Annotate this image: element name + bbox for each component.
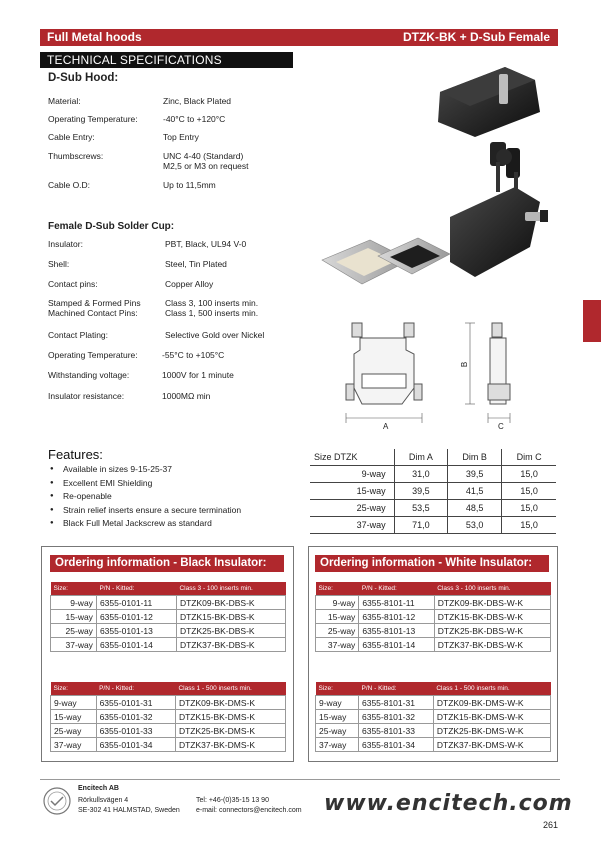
feature-item: ● Black Full Metal Jackscrew as standard bbox=[50, 518, 241, 532]
table-row bbox=[316, 610, 551, 624]
table-row bbox=[51, 710, 286, 724]
table-row bbox=[51, 696, 286, 710]
hood-temp-label: Operating Temperature: bbox=[48, 114, 138, 124]
cell-pn: 6355-0101-31 bbox=[96, 696, 175, 710]
table-row bbox=[310, 517, 556, 534]
cup-voltage-value: 1000V for 1 minute bbox=[162, 370, 234, 380]
col-class: Class 1 - 500 inserts min. bbox=[175, 682, 285, 696]
cell-pn: 6355-8101-31 bbox=[358, 696, 433, 710]
ordering-black-class3-table bbox=[50, 582, 286, 652]
table-row bbox=[51, 610, 286, 624]
dims-header-a: Dim A bbox=[394, 449, 447, 466]
cup-insulator-value: PBT, Black, UL94 V-0 bbox=[165, 239, 247, 249]
cell-part: DTZK15-BK-DMS-K bbox=[175, 710, 285, 724]
ordering-black-box bbox=[41, 546, 294, 762]
col-pn: P/N - Kitted: bbox=[96, 682, 175, 696]
cup-plating-value: Selective Gold over Nickel bbox=[165, 330, 265, 340]
dims-cell-a: 71,0 bbox=[394, 517, 447, 534]
cell-part: DTZK09-BK-DMS-W-K bbox=[433, 696, 550, 710]
cell-size: 9-way bbox=[316, 696, 359, 710]
ordering-white-class1-table bbox=[315, 682, 551, 752]
dims-cell-size: 25-way bbox=[356, 503, 386, 513]
cell-pn: 6355-0101-34 bbox=[96, 738, 175, 752]
cup-contact-pins-value: Copper Alloy bbox=[165, 279, 214, 289]
table-header-row bbox=[316, 682, 551, 696]
dims-cell-c: 15,0 bbox=[502, 517, 556, 534]
dims-cell-a: 39,5 bbox=[394, 483, 447, 500]
dims-cell-b: 39,5 bbox=[448, 466, 502, 483]
dim-b-label: B bbox=[460, 361, 470, 368]
cup-shell-value: Steel, Tin Plated bbox=[165, 259, 227, 269]
cup-contact-pins-label: Contact pins: bbox=[48, 279, 98, 289]
col-pn: P/N - Kitted: bbox=[358, 682, 433, 696]
cell-part: DTZK25-BK-DMS-K bbox=[175, 724, 285, 738]
table-row bbox=[51, 724, 286, 738]
table-row bbox=[316, 624, 551, 638]
dimension-drawing bbox=[340, 318, 540, 436]
features-title: Features: bbox=[48, 447, 103, 462]
cell-pn: 6355-0101-33 bbox=[96, 724, 175, 738]
cell-part: DTZK15-BK-DBS-W-K bbox=[434, 610, 550, 624]
cell-size: 9-way bbox=[316, 596, 359, 610]
hood-cable-entry-label: Cable Entry: bbox=[48, 132, 95, 142]
cell-pn: 6355-8101-32 bbox=[358, 710, 433, 724]
cell-part: DTZK15-BK-DBS-K bbox=[176, 610, 285, 624]
cup-voltage-label: Withstanding voltage: bbox=[48, 370, 130, 380]
cell-size: 9-way bbox=[51, 696, 97, 710]
col-size: Size: bbox=[51, 582, 97, 596]
hood-top-shape bbox=[438, 67, 540, 137]
dims-cell-b: 41,5 bbox=[448, 483, 502, 500]
table-row bbox=[51, 738, 286, 752]
feature-item: ● Excellent EMI Shielding bbox=[50, 478, 241, 492]
hood-thumbscrews-label: Thumbscrews: bbox=[48, 151, 104, 161]
dims-cell-size: 15-way bbox=[356, 486, 386, 496]
dims-header-c: Dim C bbox=[502, 449, 556, 466]
spec-title: TECHNICAL SPECIFICATIONS bbox=[47, 53, 222, 67]
hood-bottom-shape bbox=[450, 187, 548, 277]
cell-part: DTZK25-BK-DBS-K bbox=[176, 624, 285, 638]
cell-part: DTZK09-BK-DBS-K bbox=[176, 596, 285, 610]
dims-header-size: Size DTZK bbox=[314, 452, 358, 462]
dims-cell-a: 31,0 bbox=[394, 466, 447, 483]
hood-cable-entry-value: Top Entry bbox=[163, 132, 199, 142]
features-list bbox=[50, 464, 241, 532]
page-header-bar bbox=[40, 29, 558, 46]
dim-c-label: C bbox=[498, 422, 504, 431]
dims-cell-a: 53,5 bbox=[394, 500, 447, 517]
col-pn: P/N - Kitted: bbox=[96, 582, 176, 596]
cell-pn: 6355-0101-11 bbox=[96, 596, 176, 610]
product-photo bbox=[300, 62, 580, 322]
col-size: Size: bbox=[51, 682, 97, 696]
cell-part: DTZK25-BK-DBS-W-K bbox=[434, 624, 550, 638]
table-header-row bbox=[51, 582, 286, 596]
hood-thumbscrews-value: UNC 4-40 (Standard) bbox=[163, 151, 244, 161]
cell-pn: 6355-8101-33 bbox=[358, 724, 433, 738]
cup-plating-label: Contact Plating: bbox=[48, 330, 109, 340]
cell-size: 9-way bbox=[51, 596, 97, 610]
cell-part: DTZK25-BK-DMS-W-K bbox=[433, 724, 550, 738]
cell-size: 37-way bbox=[316, 638, 359, 652]
cup-insulator-label: Insulator: bbox=[48, 239, 83, 249]
col-size: Size: bbox=[316, 582, 359, 596]
table-row bbox=[316, 696, 551, 710]
cell-size: 25-way bbox=[51, 724, 97, 738]
cell-size: 37-way bbox=[316, 738, 359, 752]
footer-city: SE-302 41 HALMSTAD, Sweden bbox=[78, 807, 180, 814]
col-class: Class 3 - 100 inserts min. bbox=[176, 582, 285, 596]
hood-cable-od-label: Cable O.D: bbox=[48, 180, 91, 190]
cell-pn: 6355-0101-32 bbox=[96, 710, 175, 724]
dsub-connectors-shape bbox=[322, 238, 450, 284]
cell-pn: 6355-8101-14 bbox=[359, 638, 434, 652]
table-row bbox=[310, 500, 556, 517]
cup-machined-pins-value: Class 1, 500 inserts min. bbox=[165, 308, 259, 318]
cell-size: 15-way bbox=[51, 710, 97, 724]
spec-title-bar bbox=[40, 52, 293, 68]
dims-cell-b: 48,5 bbox=[448, 500, 502, 517]
ordering-white-title: Ordering information - White Insulator: bbox=[320, 557, 533, 569]
cup-temp-value: -55°C to +105°C bbox=[162, 350, 225, 360]
cell-pn: 6355-0101-12 bbox=[96, 610, 176, 624]
ordering-black-title-bar bbox=[50, 555, 284, 572]
ordering-black-class1-table bbox=[50, 682, 286, 752]
cell-part: DTZK37-BK-DMS-W-K bbox=[433, 738, 550, 752]
cell-size: 37-way bbox=[51, 738, 97, 752]
footer-divider bbox=[40, 779, 560, 780]
cell-pn: 6355-8101-13 bbox=[359, 624, 434, 638]
cell-pn: 6355-8101-11 bbox=[359, 596, 434, 610]
certification-seal-icon bbox=[42, 786, 72, 816]
col-class: Class 1 - 500 inserts min. bbox=[433, 682, 550, 696]
table-row bbox=[310, 483, 556, 500]
hood-title: D-Sub Hood: bbox=[48, 72, 119, 84]
hood-thumbscrews-value-alt: M2,5 or M3 on request bbox=[163, 161, 249, 171]
cell-part: DTZK37-BK-DMS-K bbox=[175, 738, 285, 752]
hood-temp-value: -40°C to +120°C bbox=[163, 114, 226, 124]
dims-header-b: Dim B bbox=[448, 449, 502, 466]
table-row bbox=[316, 596, 551, 610]
dim-a-label: A bbox=[383, 422, 389, 431]
page-number: 261 bbox=[543, 820, 559, 830]
table-row bbox=[51, 596, 286, 610]
cell-part: DTZK37-BK-DBS-K bbox=[176, 638, 285, 652]
table-row bbox=[51, 638, 286, 652]
cell-pn: 6355-8101-12 bbox=[359, 610, 434, 624]
footer-website[interactable]: www.encitech.com bbox=[324, 791, 573, 816]
cell-pn: 6355-0101-13 bbox=[96, 624, 176, 638]
col-pn: P/N - Kitted: bbox=[359, 582, 434, 596]
footer-email[interactable]: e-mail: connectors@encitech.com bbox=[196, 807, 302, 814]
cup-stamped-pins-value: Class 3, 100 inserts min. bbox=[165, 298, 259, 308]
cell-size: 37-way bbox=[51, 638, 97, 652]
table-header-row bbox=[51, 682, 286, 696]
cell-pn: 6355-8101-34 bbox=[358, 738, 433, 752]
cell-size: 15-way bbox=[51, 610, 97, 624]
cell-part: DTZK09-BK-DMS-K bbox=[175, 696, 285, 710]
table-row bbox=[316, 738, 551, 752]
ordering-white-box bbox=[308, 546, 558, 762]
hood-material-value: Zinc, Black Plated bbox=[163, 96, 232, 106]
cell-part: DTZK09-BK-DBS-W-K bbox=[434, 596, 550, 610]
footer-company: Encitech AB bbox=[78, 785, 119, 792]
hood-material-label: Material: bbox=[48, 96, 81, 106]
side-tab-marker bbox=[583, 300, 601, 342]
cup-title: Female D-Sub Solder Cup: bbox=[48, 221, 175, 232]
ordering-white-class3-table bbox=[315, 582, 551, 652]
dims-cell-size: 9-way bbox=[361, 469, 386, 479]
cup-stamped-pins-label: Stamped & Formed Pins bbox=[48, 298, 141, 308]
feature-item: ● Available in sizes 9-15-25-37 bbox=[50, 464, 241, 478]
cup-resistance-label: Insulator resistance: bbox=[48, 391, 125, 401]
table-row bbox=[316, 638, 551, 652]
ordering-white-title-bar bbox=[315, 555, 549, 572]
table-row bbox=[316, 710, 551, 724]
cup-shell-label: Shell: bbox=[48, 259, 70, 269]
header-category: Full Metal hoods bbox=[47, 30, 142, 44]
ordering-black-title: Ordering information - Black Insulator: bbox=[55, 557, 267, 569]
cell-size: 25-way bbox=[316, 724, 359, 738]
footer-tel: Tel: +46-(0)35-15 13 90 bbox=[196, 797, 269, 804]
cell-size: 15-way bbox=[316, 610, 359, 624]
table-row bbox=[310, 466, 556, 483]
table-row bbox=[51, 624, 286, 638]
footer-street: Rörkullsvägen 4 bbox=[78, 797, 129, 804]
dims-cell-c: 15,0 bbox=[502, 500, 556, 517]
dims-cell-c: 15,0 bbox=[502, 483, 556, 500]
cell-size: 25-way bbox=[51, 624, 97, 638]
cup-resistance-value: 1000MΩ min bbox=[162, 391, 211, 401]
cell-part: DTZK37-BK-DBS-W-K bbox=[434, 638, 550, 652]
cup-temp-label: Operating Temperature: bbox=[48, 350, 138, 360]
cell-pn: 6355-0101-14 bbox=[96, 638, 176, 652]
cell-size: 25-way bbox=[316, 624, 359, 638]
col-size: Size: bbox=[316, 682, 359, 696]
cell-part: DTZK15-BK-DMS-W-K bbox=[433, 710, 550, 724]
col-class: Class 3 - 100 inserts min. bbox=[434, 582, 550, 596]
dims-cell-b: 53,0 bbox=[448, 517, 502, 534]
dims-cell-c: 15,0 bbox=[502, 466, 556, 483]
feature-item: ● Re-openable bbox=[50, 491, 241, 505]
feature-item: ● Strain relief inserts ensure a secure termination bbox=[50, 505, 241, 519]
cell-size: 15-way bbox=[316, 710, 359, 724]
dims-cell-size: 37-way bbox=[356, 520, 386, 530]
cup-machined-pins-label: Machined Contact Pins: bbox=[48, 308, 138, 318]
dims-header-row bbox=[310, 449, 556, 466]
header-product: DTZK-BK + D-Sub Female bbox=[402, 30, 550, 44]
table-header-row bbox=[316, 582, 551, 596]
hood-cable-od-value: Up to 11,5mm bbox=[163, 180, 216, 190]
dimensions-table bbox=[310, 449, 556, 534]
table-row bbox=[316, 724, 551, 738]
